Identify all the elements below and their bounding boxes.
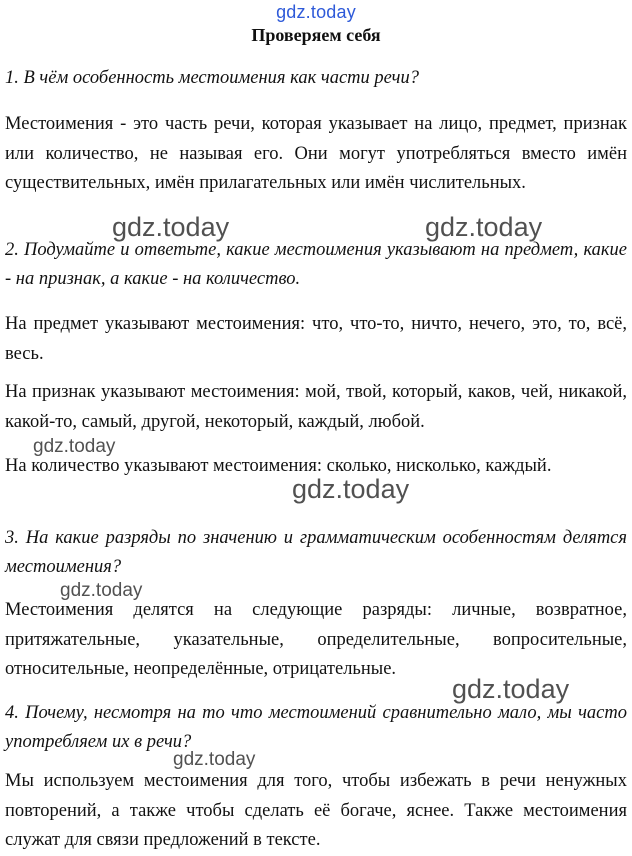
watermark: gdz.today <box>173 749 256 770</box>
watermark: gdz.today <box>112 212 230 242</box>
answer-2-object: На предмет указывают местоимения: что, что-то, ничто, нечего, это, то, всё, весь. <box>5 314 627 364</box>
answer-2-attribute: На признак указывают местоимения: мой, твой, который, каков, чей, никакой, какой-то, самый, другой, некоторый, каждый, любой. <box>5 382 627 432</box>
answer-4: Мы используем местоимения для того, чтобы избежать в речи ненужных повторений, а также чтобы сделать её богаче, яснее. Также местоимения служат для связи предложений в тексте. <box>5 771 627 850</box>
question-4: 4. Почему, несмотря на то что местоимений сравнительно мало, мы часто употребляем их в речи? <box>5 703 627 752</box>
question-2: 2. Подумайте и ответьте, какие местоимения указывают на предмет, какие - на признак, а какие - на количество. <box>5 240 627 289</box>
watermark: gdz.today <box>425 212 543 242</box>
watermark: gdz.today <box>292 474 410 504</box>
question-1: 1. В чём особенность местоимения как части речи? <box>5 68 419 88</box>
watermark: gdz.today <box>452 674 570 704</box>
answer-3: Местоимения делятся на следующие разряды: личные, возвратное, притяжательные, указательные, определительные, вопросительные, относительные, неопределённые, отрицательные. <box>5 600 627 679</box>
answer-1: Местоимения - это часть речи, которая указывает на лицо, предмет, признак или количество, не называя его. Они могут употребляться вместо имён существительных, имён прилагательных или имён числительных. <box>5 114 627 193</box>
answer-2-quantity: На количество указывают местоимения: сколько, нисколько, каждый. <box>5 456 552 476</box>
question-3: 3. На какие разряды по значению и грамматическим особенностям делятся местоимения? <box>5 528 627 577</box>
header-watermark: gdz.today <box>276 2 356 22</box>
watermark: gdz.today <box>33 436 116 457</box>
watermark: gdz.today <box>60 580 143 601</box>
page-title: Проверяем себя <box>251 25 381 45</box>
